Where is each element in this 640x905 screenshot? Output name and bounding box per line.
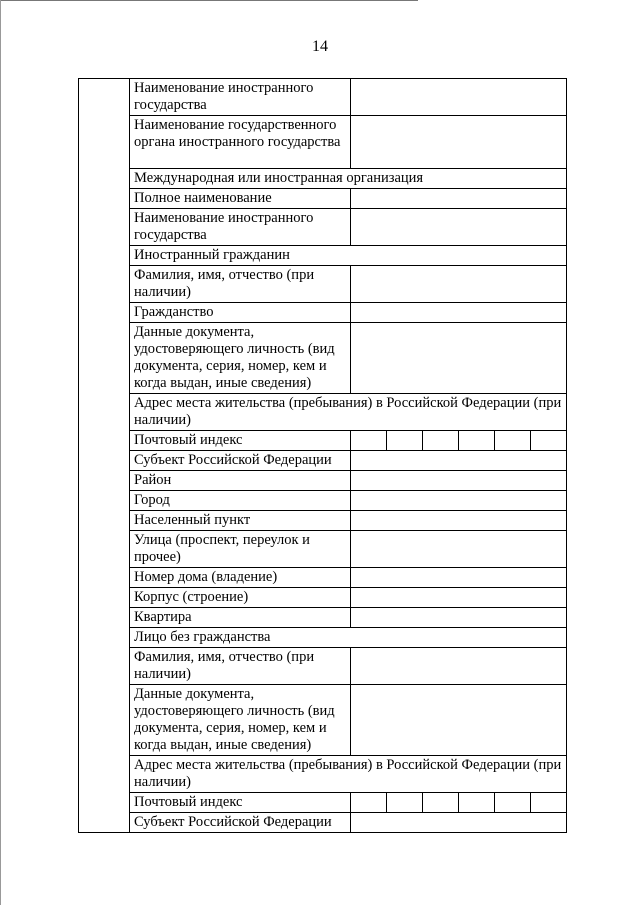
- form-row: [79, 531, 567, 568]
- field-value-cell[interactable]: [351, 608, 567, 628]
- postal-code-boxes: [351, 793, 566, 812]
- field-label: Улица (проспект, переулок и прочее): [130, 531, 351, 568]
- field-label: Субъект Российской Федерации: [130, 451, 351, 471]
- postal-code-digit-box[interactable]: [351, 431, 386, 450]
- field-label: Субъект Российской Федерации: [130, 813, 351, 833]
- page-number: 14: [312, 38, 328, 55]
- field-label: Район: [130, 471, 351, 491]
- field-value-cell[interactable]: [351, 531, 567, 568]
- field-label: Город: [130, 491, 351, 511]
- field-label: Наименование иностранного государства: [130, 79, 351, 116]
- field-label: Фамилия, имя, отчество (при наличии): [130, 648, 351, 685]
- scan-edge-left: [0, 0, 1, 905]
- form-body: [79, 79, 567, 833]
- field-label: Наименование иностранного государства: [130, 209, 351, 246]
- field-value-cell[interactable]: [351, 266, 567, 303]
- form-row: [79, 116, 567, 169]
- field-label: Данные документа, удостоверяющего личность (вид документа, серия, номер, кем и когда выдан, иные сведения): [130, 323, 351, 394]
- left-column-cell: [79, 79, 130, 833]
- form-row: [79, 511, 567, 531]
- form-row: [79, 491, 567, 511]
- section-heading: Международная или иностранная организация: [130, 169, 567, 189]
- field-value-cell[interactable]: [351, 303, 567, 323]
- field-label: Номер дома (владение): [130, 568, 351, 588]
- postal-code-digit-box[interactable]: [494, 431, 530, 450]
- form-row: [79, 79, 567, 116]
- field-label: Населенный пункт: [130, 511, 351, 531]
- postal-code-digit-box[interactable]: [351, 793, 386, 812]
- postal-code-cell: [351, 431, 567, 451]
- form-row: [79, 608, 567, 628]
- field-value-cell[interactable]: [351, 471, 567, 491]
- postal-code-digit-box[interactable]: [458, 793, 494, 812]
- form-row: [79, 471, 567, 491]
- postal-code-digit-box[interactable]: [458, 431, 494, 450]
- field-label: Почтовый индекс: [130, 793, 351, 813]
- form-row: [79, 246, 567, 266]
- field-value-cell[interactable]: [351, 451, 567, 471]
- form-row: [79, 431, 567, 451]
- form-row: [79, 323, 567, 394]
- postal-code-boxes: [351, 431, 566, 450]
- field-value-cell[interactable]: [351, 491, 567, 511]
- form-row: [79, 756, 567, 793]
- form-row: [79, 189, 567, 209]
- postal-code-digit-box[interactable]: [530, 431, 566, 450]
- field-value-cell[interactable]: [351, 189, 567, 209]
- postal-code-digit-box[interactable]: [530, 793, 566, 812]
- field-label: Почтовый индекс: [130, 431, 351, 451]
- form-row: [79, 394, 567, 431]
- form-row: [79, 685, 567, 756]
- field-label: Наименование государственного органа иностранного государства: [130, 116, 351, 169]
- form-row: [79, 451, 567, 471]
- field-label: Корпус (строение): [130, 588, 351, 608]
- field-value-cell[interactable]: [351, 209, 567, 246]
- field-label: Полное наименование: [130, 189, 351, 209]
- field-label: Данные документа, удостоверяющего личность (вид документа, серия, номер, кем и когда выдан, иные сведения): [130, 685, 351, 756]
- section-heading: Адрес места жительства (пребывания) в Российской Федерации (при наличии): [130, 394, 567, 431]
- scan-edge-top: [0, 0, 418, 1]
- form-row: [79, 209, 567, 246]
- field-value-cell[interactable]: [351, 323, 567, 394]
- postal-code-digit-box[interactable]: [494, 793, 530, 812]
- postal-code-digit-box[interactable]: [422, 793, 458, 812]
- field-value-cell[interactable]: [351, 79, 567, 116]
- form-row: [79, 588, 567, 608]
- section-heading: Лицо без гражданства: [130, 628, 567, 648]
- field-value-cell[interactable]: [351, 648, 567, 685]
- form-table: [78, 78, 567, 833]
- form-row: [79, 648, 567, 685]
- form-row: [79, 813, 567, 833]
- field-label: Фамилия, имя, отчество (при наличии): [130, 266, 351, 303]
- postal-code-cell: [351, 793, 567, 813]
- form-row: [79, 169, 567, 189]
- section-heading: Иностранный гражданин: [130, 246, 567, 266]
- form-row: [79, 628, 567, 648]
- form-row: [79, 266, 567, 303]
- postal-code-digit-box[interactable]: [386, 431, 422, 450]
- field-value-cell[interactable]: [351, 116, 567, 169]
- form-row: [79, 303, 567, 323]
- postal-code-digit-box[interactable]: [422, 431, 458, 450]
- form-row: [79, 568, 567, 588]
- form-row: [79, 793, 567, 813]
- field-label: Квартира: [130, 608, 351, 628]
- field-value-cell[interactable]: [351, 511, 567, 531]
- field-value-cell[interactable]: [351, 813, 567, 833]
- field-label: Гражданство: [130, 303, 351, 323]
- field-value-cell[interactable]: [351, 588, 567, 608]
- postal-code-digit-box[interactable]: [386, 793, 422, 812]
- field-value-cell[interactable]: [351, 685, 567, 756]
- section-heading: Адрес места жительства (пребывания) в Российской Федерации (при наличии): [130, 756, 567, 793]
- field-value-cell[interactable]: [351, 568, 567, 588]
